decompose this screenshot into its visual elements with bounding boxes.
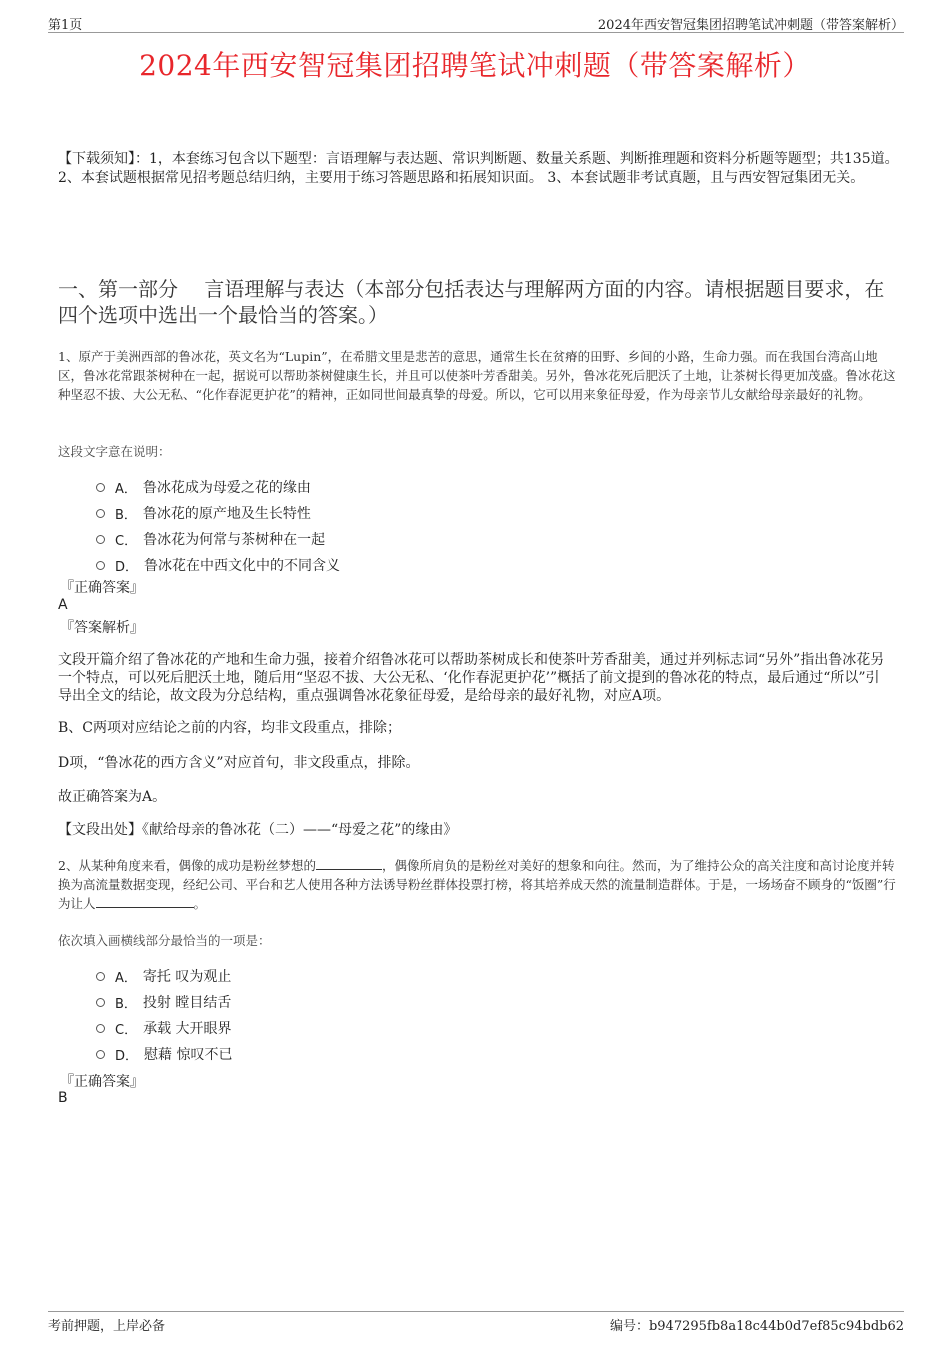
question-2-option-a[interactable]: [96, 966, 231, 986]
question-1-option-a[interactable]: [96, 477, 311, 497]
document-title: 2024年西安智冠集团招聘笔试冲刺题（带答案解析）: [139, 49, 811, 82]
option-letter: B．: [115, 507, 137, 523]
radio-icon[interactable]: [96, 509, 105, 518]
question-2-option-d[interactable]: [96, 1044, 232, 1064]
question-2-option-c[interactable]: [96, 1018, 232, 1038]
option-text: 寄托 叹为观止: [142, 969, 232, 985]
question-1-option-b[interactable]: [96, 503, 311, 523]
question-1-analysis-1: 文段开篇介绍了鲁冰花的产地和生命力强，接着介绍鲁冰花可以帮助茶树成长和使茶叶芳香甜美，通过并列标志词“另外”指出鲁冰花另一个特点，可以死后肥沃土地，随后用“坚忍不拔、大公无私、‘化作春泥更护花’”概括了前文提到的鲁冰花的特点，最后通过“所以”引导出全文的结论，故文段为分总结构，重点强调鲁冰花象征母爱，是给母亲的最好礼物，对应A项。: [58, 652, 885, 704]
page-header: [48, 14, 904, 33]
question-2-text-a: 2、从某种角度来看，偶像的成功是粉丝梦想的: [58, 858, 316, 873]
question-1-answer-label: 『正确答案』: [60, 580, 144, 596]
question-1-answer: A: [58, 597, 68, 613]
question-1-analysis-label: 『答案解析』: [60, 620, 144, 636]
option-text: 慰藉 惊叹不已: [144, 1047, 233, 1063]
page-footer: [48, 1311, 904, 1334]
option-letter: B．: [115, 996, 137, 1012]
option-letter: C．: [115, 1022, 138, 1038]
radio-icon[interactable]: [96, 998, 105, 1007]
option-letter: D．: [115, 559, 139, 575]
option-letter: A．: [115, 481, 137, 497]
question-2-text-b: ，偶像所肩负的是粉丝对美好的想象和向往。然而，为了维持公众的高关注度和高讨论度并转换为高流量数据变现，经纪公司、平台和艺人使用各种方法诱导粉丝群体投票打榜，将其培养成天然的流量制造群体。于是，一场场奋不顾身的“饭圈”行为让人: [58, 858, 896, 911]
question-1-source: 【文段出处】《献给母亲的鲁冰花（二）——“母爱之花”的缘由》: [58, 822, 458, 838]
option-text: 鲁冰花的原产地及生长特性: [142, 506, 311, 522]
question-1-text: 1、原产于美洲西部的鲁冰花，英文名为“Lupin”，在希腊文里是悲苦的意思，通常生长在贫瘠的田野、乡间的小路，生命力强。而在我国台湾高山地区，鲁冰花常跟茶树种在一起，据说可以帮助茶树健康生长，并且可以使茶叶芳香甜美。另外，鲁冰花死后肥沃了土地，让茶树长得更加茂盛。鲁冰花这种坚忍不拔、大公无私、“化作春泥更护花”的精神，正如同世间最真挚的母爱。所以，它可以用来象征母爱，作为母亲节儿女献给母亲最好的礼物。: [58, 349, 896, 402]
radio-icon[interactable]: [96, 1050, 105, 1059]
question-2-option-b[interactable]: [96, 992, 231, 1012]
option-text: 鲁冰花为何常与茶树种在一起: [143, 532, 326, 548]
question-1-prompt: 这段文字意在说明：: [58, 444, 171, 459]
question-2-answer: B: [58, 1090, 68, 1106]
option-letter: A．: [115, 970, 137, 986]
option-text: 投射 瞠目结舌: [142, 995, 232, 1011]
footer-serial: 编号：b947295fb8a18c44b0d7ef85c94bdb62: [609, 1319, 904, 1334]
question-1-option-c[interactable]: [96, 529, 325, 549]
radio-icon[interactable]: [96, 483, 105, 492]
question-2-prompt: 依次填入画横线部分最恰当的一项是：: [58, 933, 271, 948]
option-letter: C．: [115, 533, 138, 549]
question-1-option-d[interactable]: [96, 555, 340, 575]
header-doc-title: 2024年西安智冠集团招聘笔试冲刺题（带答案解析）: [597, 18, 904, 33]
download-notice: 【下载须知】：1，本套练习包含以下题型：言语理解与表达题、常识判断题、数量关系题、判断推理题和资料分析题等题型；共135道。 2、本套试题根据常见招考题总结归纳，主要用于练习答题思路和拓展知识面。 3、本套试题非考试真题，且与西安智冠集团无关。: [58, 151, 899, 186]
option-text: 承载 大开眼界: [143, 1021, 232, 1037]
question-1-analysis-2: B、C两项对应结论之前的内容，均非文段重点，排除；: [58, 720, 401, 736]
question-2-text-c: 。: [193, 896, 207, 911]
radio-icon[interactable]: [96, 561, 105, 570]
question-1-analysis-3: D项，“鲁冰花的西方含义”对应首句，非文段重点，排除。: [58, 755, 420, 771]
option-text: 鲁冰花在中西文化中的不同含义: [144, 558, 341, 574]
option-text: 鲁冰花成为母爱之花的缘由: [142, 480, 311, 496]
option-letter: D．: [115, 1048, 139, 1064]
question-2-text: [58, 856, 900, 913]
radio-icon[interactable]: [96, 535, 105, 544]
page-number: 第1页: [48, 18, 83, 33]
fill-blank-2: [96, 895, 194, 908]
section-title: 一、第一部分 言语理解与表达（本部分包括表达与理解两方面的内容。请根据题目要求，在四个选项中选出一个最恰当的答案。）: [58, 277, 885, 327]
footer-slogan: 考前押题，上岸必备: [48, 1319, 166, 1334]
fill-blank-1: [316, 857, 382, 870]
radio-icon[interactable]: [96, 972, 105, 981]
radio-icon[interactable]: [96, 1024, 105, 1033]
question-2-answer-label: 『正确答案』: [60, 1074, 144, 1090]
question-1-analysis-4: 故正确答案为A。: [58, 789, 167, 805]
